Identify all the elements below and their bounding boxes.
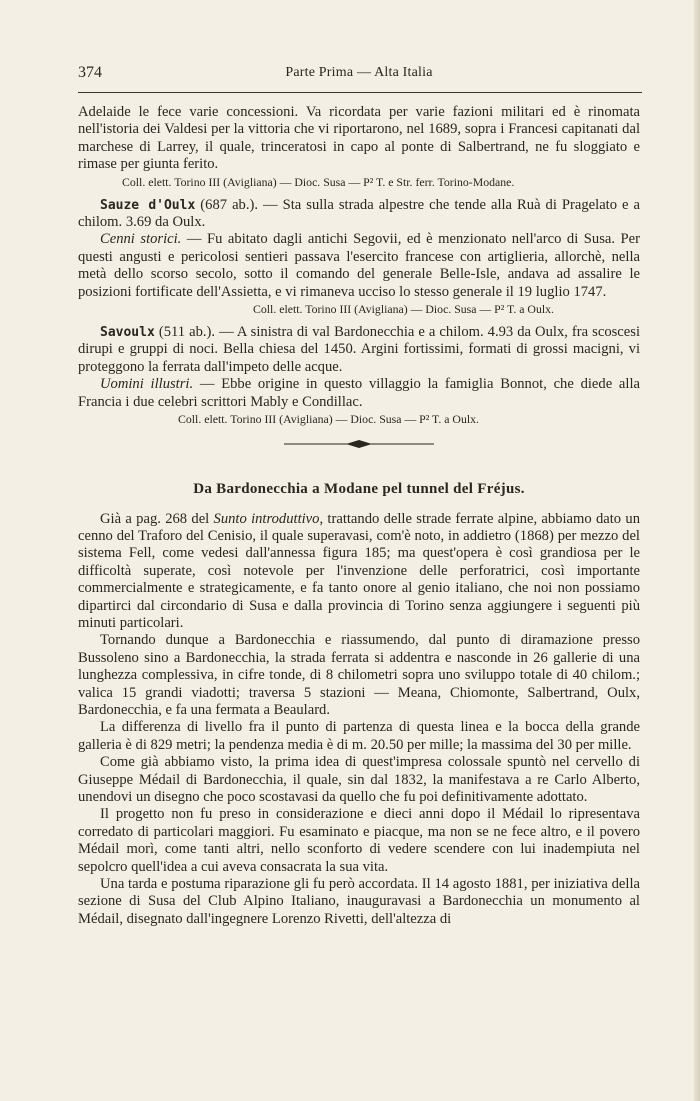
divider-ornament-icon	[284, 437, 434, 451]
sauze-entry	[78, 197, 640, 232]
sauze-text: (687 ab.). — Sta sulla strada alpestre che tende alla Ruà di Pragelato e a chilom. 3.69 da Oulx.	[78, 196, 641, 231]
sauze-cenni	[78, 231, 640, 301]
section-paragraph-3: La differenza di livello fra il punto di partenza di questa linea e la bocca della grande galleria è di 829 metri; la pendenza media è di m. 20.50 per mille; la massima del 30 per mille.	[78, 719, 640, 753]
sauze-name: Sauze d'Oulx	[100, 197, 196, 213]
page-edge	[694, 0, 700, 1101]
savoulx-uomini-text: — Ebbe origine in questo villaggio la famiglia Bonnot, che diede alla Francia i due celebri scrittori Mably e Condillac.	[78, 376, 640, 410]
savoulx-meta: Coll. elett. Torino III (Avigliana) — Dioc. Susa — P² T. a Oulx.	[178, 412, 479, 427]
page-number: 374	[78, 64, 102, 81]
ornamental-divider	[284, 437, 434, 451]
page-header	[78, 64, 640, 88]
section-paragraph-6: Una tarda e postuma riparazione gli fu però accordata. Il 14 agosto 1881, per iniziativa della sezione di Susa del Club Alpino Italiano, inauguravasi a Bardonecchia un monumento al Médail, disegnato dall'ingegnere Lorenzo Rivetti, dell'altezza di	[78, 876, 640, 927]
section-paragraph-4: Come già abbiamo visto, la prima idea di quest'impresa colossale spuntò nel cervello di Giuseppe Médail di Bardonecchia, il quale, sin dal 1832, la manifestava a re Carlo Alberto, unendovi un disegno che poco scostavasi da quello che fu poi definitivamente adottato.	[78, 754, 640, 805]
running-head: Parte Prima — Alta Italia	[285, 65, 433, 80]
intro-paragraph: Adelaide le fece varie concessioni. Va ricordata per varie fazioni militari ed è rinomata nell'istoria dei Valdesi per la vittoria che vi riportarono, nel 1689, sopra i Francesi capitanati dal marchese di Larrey, il quale, trinceratosi in capo al ponte di Salbertrand, ne fu sloggiato e rimase per giunta ferito.	[78, 104, 640, 173]
p1-after: , trattando delle strade ferrate alpine, abbiamo dato un cenno del Traforo del Cenisio, il quale superavasi, com'è noto, in addietro (1868) per mezzo del sistema Fell, come vedesi dall'annessa figura 185; ma quest'opera è così grandiosa per le difficoltà superate, così notevole per l'invenzione delle perforatrici, così importante commercialmente e strategicamente, e fa tanto onore al genio italiano, che noi non possiamo dipartirci dal circondario di Susa e dalla provincia di Torino senza aggiungere i seguenti più minuti particolari.	[78, 510, 641, 631]
section-paragraph-5: Il progetto non fu preso in considerazione e dieci anni dopo il Médail lo ripresentava corredato di particolari maggiori. Fu esaminato e piacque, ma non se ne fece altro, e il povero Médail morì, come tanti altri, nello sconforto di vedere scendere con lui inadempiuta nel sepolcro quell'idea a cui aveva consacrata la sua vita.	[78, 806, 640, 875]
savoulx-entry	[78, 324, 640, 376]
sauze-meta: Coll. elett. Torino III (Avigliana) — Dioc. Susa — P² T. a Oulx.	[253, 302, 554, 317]
section-paragraph-2: Tornando dunque a Bardonecchia e riassumendo, dal punto di diramazione presso Bussoleno sino a Bardonecchia, la strada ferrata si addentra e nasconde in 26 gallerie di una lunghezza complessiva, in cifre tonde, di 8 chilometri sopra uno sviluppo totale di 40 chilom.; valica 15 grandi viadotti; traversa 5 stazioni — Meana, Chiomonte, Salbertrand, Oulx, Bardonecchia, e fa una fermata a Beaulard.	[78, 632, 640, 718]
savoulx-uomini-label: Uomini illustri.	[100, 376, 194, 393]
sauze-cenni-label: Cenni storici.	[100, 231, 182, 248]
intro-meta: Coll. elett. Torino III (Avigliana) — Dioc. Susa — P² T. e Str. ferr. Torino-Modane.	[122, 174, 515, 189]
p1-italic: Sunto introduttivo	[213, 510, 320, 527]
savoulx-name: Savoulx	[100, 325, 155, 341]
savoulx-uomini	[78, 376, 640, 411]
page-body	[78, 104, 640, 928]
header-rule	[78, 92, 642, 93]
section-paragraph-1	[78, 511, 640, 633]
sauze-cenni-text: — Fu abitato dagli antichi Segovii, ed è menzionato nell'arco di Susa. Per questi angusti e pericolosi sentieri passava l'esercito francese con artiglieria, allorchè, nella metà dello scorso secolo, sotto il comando del generale Belle-Isle, andava ad assalire le posizioni fortificate dell'Assietta, e vi rimaneva ucciso lo stesso generale il 19 luglio 1747.	[78, 231, 640, 300]
p1-before: Già a pag. 268 del	[100, 510, 214, 527]
savoulx-text: (511 ab.). — A sinistra di val Bardonecchia e a chilom. 4.93 da Oulx, fra scoscesi dirupi e gruppi di noci. Bella chiesa del 1450. Argini fortissimi, formati di grossi macigni, vi proteggono la ferrata dall'impeto delle acque.	[78, 324, 640, 375]
section-title: Da Bardonecchia a Modane pel tunnel del Fréjus.	[193, 481, 525, 498]
